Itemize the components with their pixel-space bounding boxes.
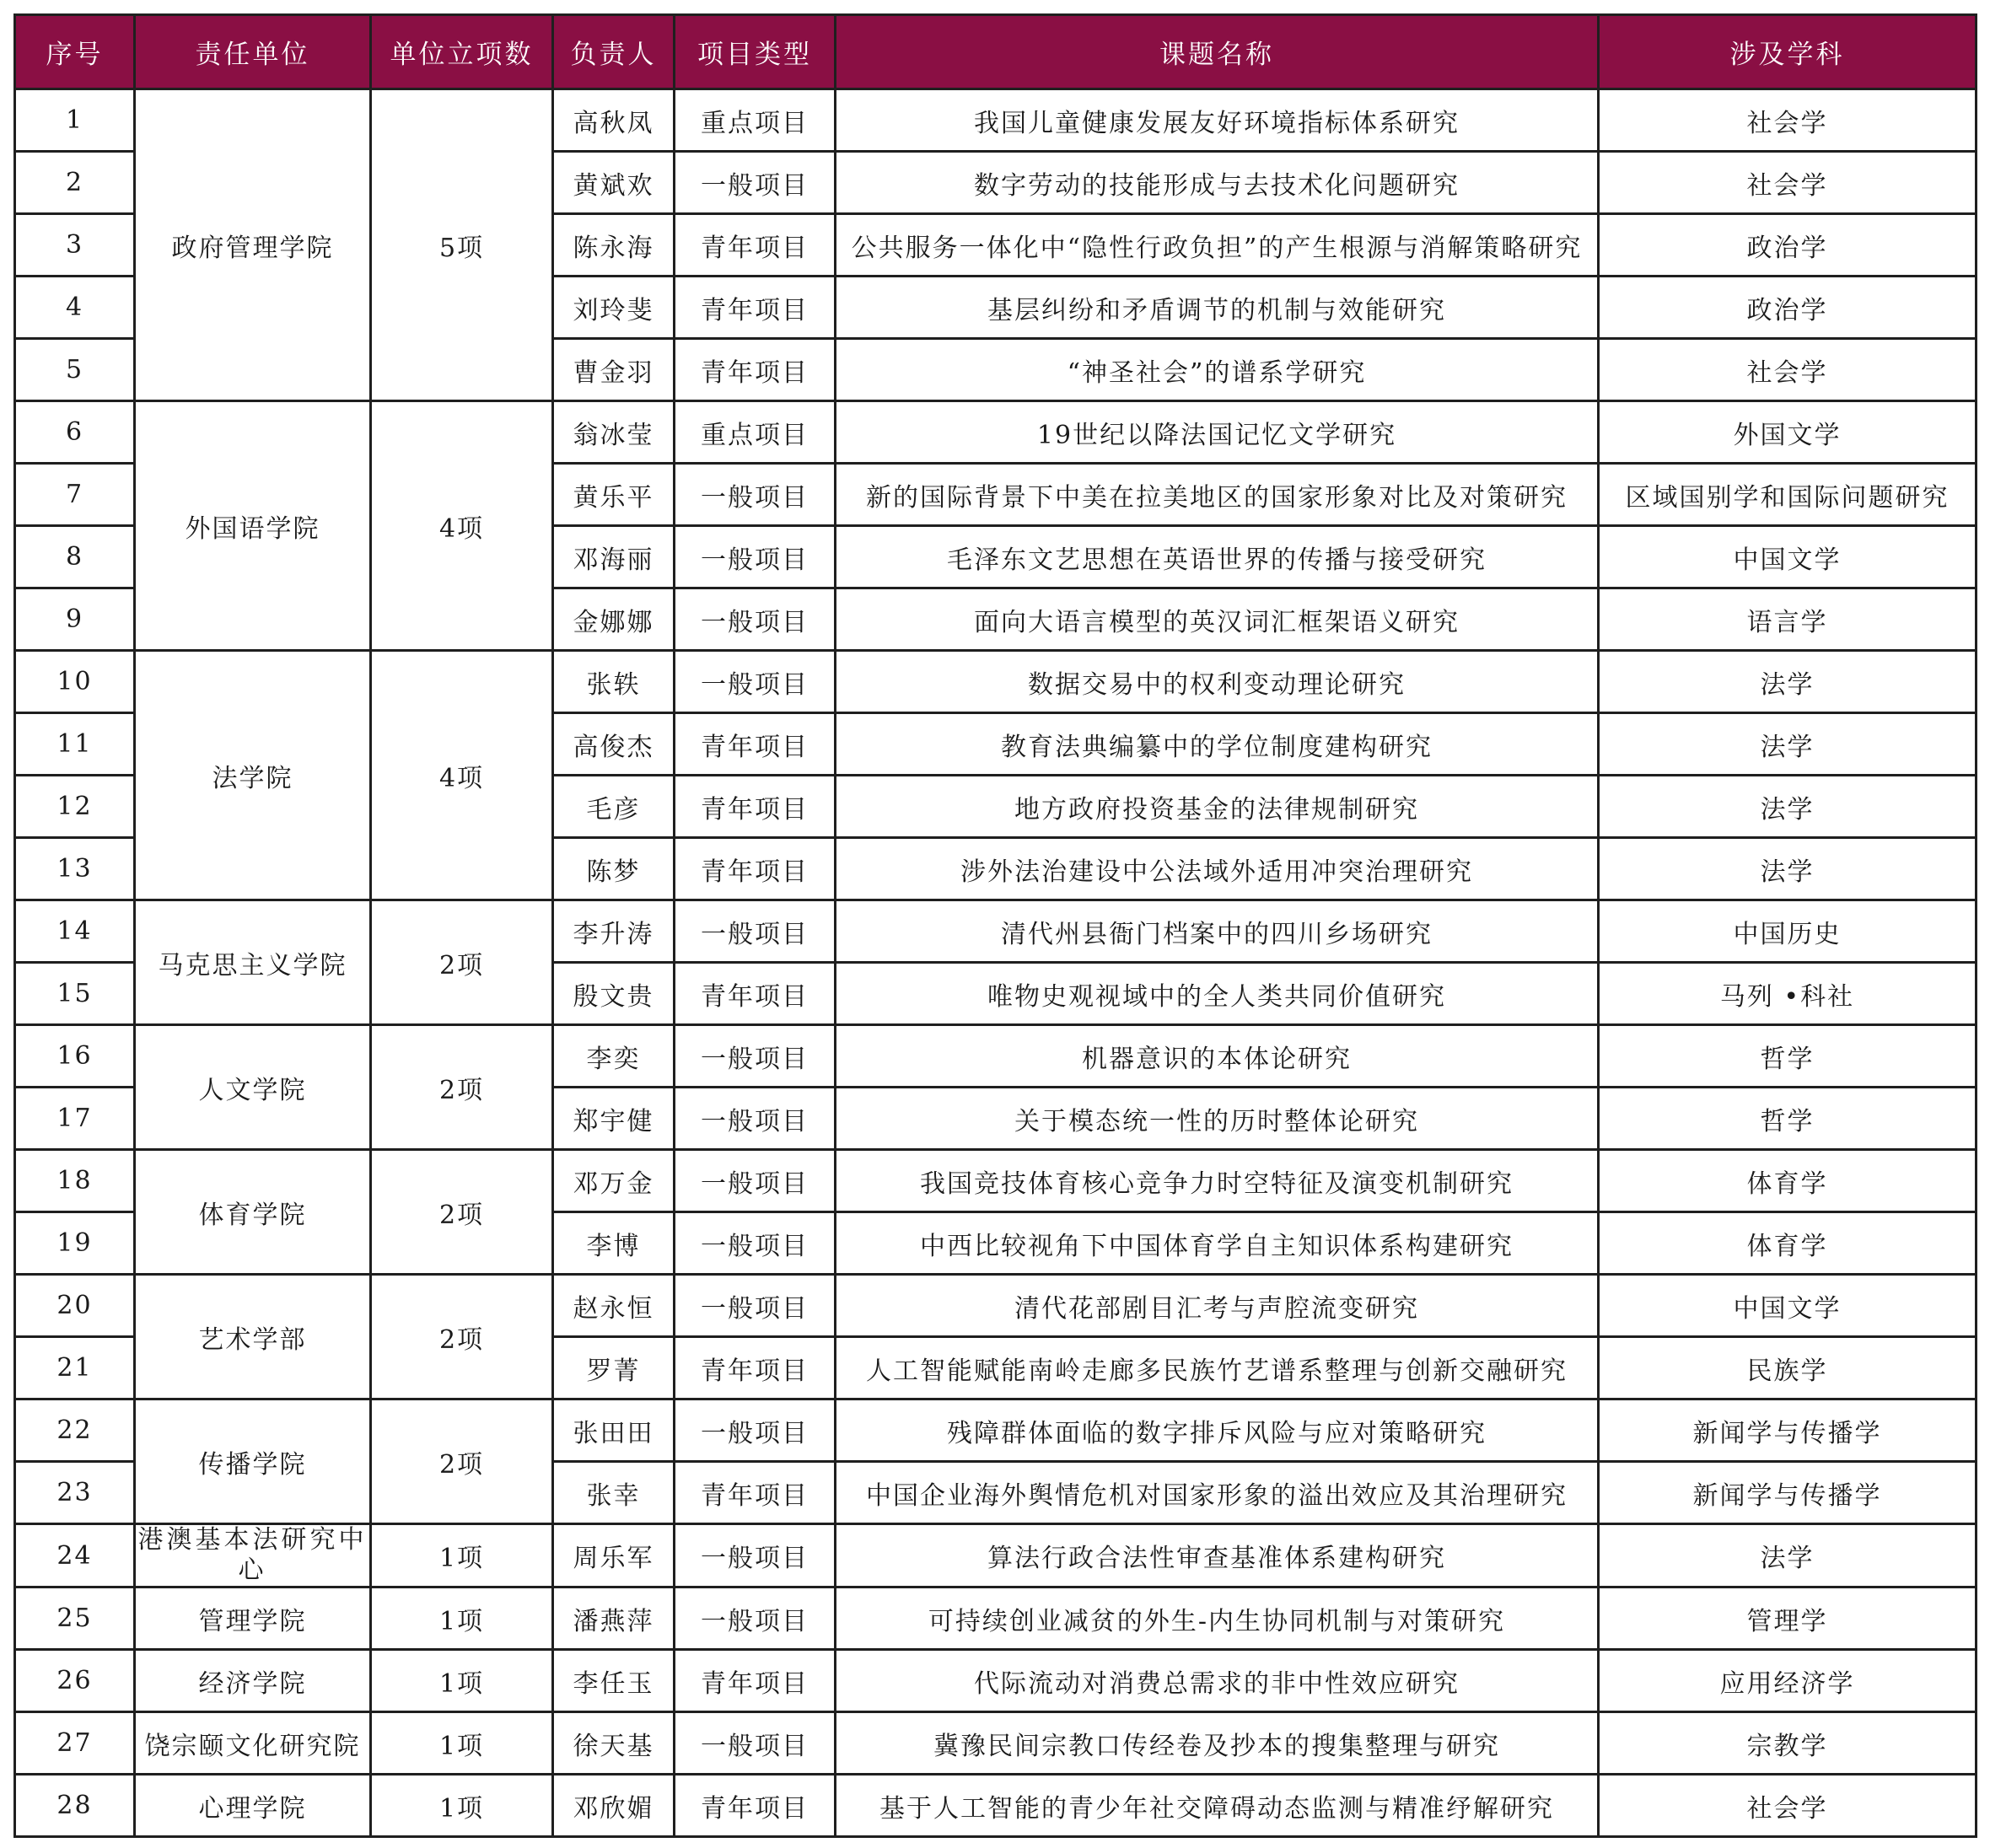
- project-type: 一般项目: [675, 1150, 836, 1212]
- row-number: 9: [15, 588, 135, 651]
- row-number: 25: [15, 1587, 135, 1650]
- table-row: [15, 900, 1977, 963]
- project-discipline: 法学: [1599, 776, 1977, 838]
- project-type: 一般项目: [675, 1088, 836, 1150]
- unit-project-count: 1项: [371, 1524, 553, 1587]
- project-title: 19世纪以降法国记忆文学研究: [836, 401, 1599, 464]
- row-number: 12: [15, 776, 135, 838]
- table-row: [15, 1025, 1977, 1088]
- header-type: 项目类型: [675, 15, 836, 89]
- project-leader: 邓海丽: [553, 526, 675, 588]
- project-discipline: 法学: [1599, 651, 1977, 713]
- project-title: 清代州县衙门档案中的四川乡场研究: [836, 900, 1599, 963]
- row-number: 27: [15, 1712, 135, 1775]
- project-discipline: 体育学: [1599, 1150, 1977, 1212]
- project-title: 中国企业海外舆情危机对国家形象的溢出效应及其治理研究: [836, 1462, 1599, 1524]
- project-leader: 高秋凤: [553, 89, 675, 152]
- project-title: 中西比较视角下中国体育学自主知识体系构建研究: [836, 1212, 1599, 1275]
- row-number: 14: [15, 900, 135, 963]
- project-title: 机器意识的本体论研究: [836, 1025, 1599, 1088]
- project-title: 算法行政合法性审查基准体系建构研究: [836, 1524, 1599, 1587]
- project-title: 基层纠纷和矛盾调节的机制与效能研究: [836, 277, 1599, 339]
- unit-name: 饶宗颐文化研究院: [135, 1712, 371, 1775]
- project-type: 一般项目: [675, 526, 836, 588]
- table-row: [15, 1399, 1977, 1462]
- project-discipline: 外国文学: [1599, 401, 1977, 464]
- row-number: 2: [15, 152, 135, 214]
- unit-name: 法学院: [135, 651, 371, 900]
- project-leader: 毛彦: [553, 776, 675, 838]
- row-number: 19: [15, 1212, 135, 1275]
- row-number: 6: [15, 401, 135, 464]
- project-leader: 李任玉: [553, 1650, 675, 1712]
- project-discipline: 社会学: [1599, 1775, 1977, 1837]
- project-discipline: 新闻学与传播学: [1599, 1462, 1977, 1524]
- row-number: 23: [15, 1462, 135, 1524]
- project-leader: 罗菁: [553, 1337, 675, 1399]
- project-leader: 陈梦: [553, 838, 675, 900]
- project-type: 青年项目: [675, 214, 836, 277]
- project-type: 一般项目: [675, 651, 836, 713]
- unit-project-count: 4项: [371, 651, 553, 900]
- project-title: 我国竞技体育核心竞争力时空特征及演变机制研究: [836, 1150, 1599, 1212]
- table-row: [15, 1275, 1977, 1337]
- unit-project-count: 1项: [371, 1587, 553, 1650]
- table-row: [15, 1587, 1977, 1650]
- project-discipline: 中国文学: [1599, 526, 1977, 588]
- row-number: 5: [15, 339, 135, 401]
- unit-name: 心理学院: [135, 1775, 371, 1837]
- table-row: [15, 401, 1977, 464]
- project-type: 一般项目: [675, 588, 836, 651]
- project-title: 冀豫民间宗教口传经卷及抄本的搜集整理与研究: [836, 1712, 1599, 1775]
- project-table: [13, 13, 1977, 1838]
- project-discipline: 中国文学: [1599, 1275, 1977, 1337]
- project-title: 人工智能赋能南岭走廊多民族竹艺谱系整理与创新交融研究: [836, 1337, 1599, 1399]
- unit-name: 传播学院: [135, 1399, 371, 1524]
- project-discipline: 区域国别学和国际问题研究: [1599, 464, 1977, 526]
- project-type: 重点项目: [675, 89, 836, 152]
- header-no: 序号: [15, 15, 135, 89]
- row-number: 16: [15, 1025, 135, 1088]
- unit-project-count: 4项: [371, 401, 553, 651]
- project-title: 涉外法治建设中公法域外适用冲突治理研究: [836, 838, 1599, 900]
- table-row: [15, 1775, 1977, 1837]
- project-leader: 李奕: [553, 1025, 675, 1088]
- project-title: “神圣社会”的谱系学研究: [836, 339, 1599, 401]
- unit-project-count: 2项: [371, 1150, 553, 1275]
- project-discipline: 政治学: [1599, 214, 1977, 277]
- project-title: 可持续创业减贫的外生-内生协同机制与对策研究: [836, 1587, 1599, 1650]
- project-title: 公共服务一体化中“隐性行政负担”的产生根源与消解策略研究: [836, 214, 1599, 277]
- project-type: 一般项目: [675, 1212, 836, 1275]
- row-number: 15: [15, 963, 135, 1025]
- project-leader: 郑宇健: [553, 1088, 675, 1150]
- row-number: 26: [15, 1650, 135, 1712]
- row-number: 11: [15, 713, 135, 776]
- row-number: 18: [15, 1150, 135, 1212]
- project-type: 青年项目: [675, 713, 836, 776]
- project-title: 地方政府投资基金的法律规制研究: [836, 776, 1599, 838]
- table-row: [15, 1650, 1977, 1712]
- unit-project-count: 1项: [371, 1775, 553, 1837]
- project-leader: 黄斌欢: [553, 152, 675, 214]
- row-number: 22: [15, 1399, 135, 1462]
- project-title: 数字劳动的技能形成与去技术化问题研究: [836, 152, 1599, 214]
- project-leader: 李升涛: [553, 900, 675, 963]
- row-number: 1: [15, 89, 135, 152]
- header-unit: 责任单位: [135, 15, 371, 89]
- project-type: 一般项目: [675, 1712, 836, 1775]
- project-title: 教育法典编纂中的学位制度建构研究: [836, 713, 1599, 776]
- project-type: 青年项目: [675, 277, 836, 339]
- project-type: 青年项目: [675, 1337, 836, 1399]
- project-type: 青年项目: [675, 339, 836, 401]
- project-type: 一般项目: [675, 1524, 836, 1587]
- project-discipline: 法学: [1599, 838, 1977, 900]
- unit-name: 体育学院: [135, 1150, 371, 1275]
- project-leader: 陈永海: [553, 214, 675, 277]
- project-leader: 张幸: [553, 1462, 675, 1524]
- project-discipline: 宗教学: [1599, 1712, 1977, 1775]
- header-count: 单位立项数: [371, 15, 553, 89]
- unit-project-count: 2项: [371, 1025, 553, 1150]
- project-leader: 翁冰莹: [553, 401, 675, 464]
- table-row: [15, 1712, 1977, 1775]
- project-type: 一般项目: [675, 900, 836, 963]
- project-leader: 邓万金: [553, 1150, 675, 1212]
- project-type: 青年项目: [675, 1462, 836, 1524]
- row-number: 28: [15, 1775, 135, 1837]
- project-leader: 李博: [553, 1212, 675, 1275]
- project-leader: 徐天基: [553, 1712, 675, 1775]
- project-type: 青年项目: [675, 776, 836, 838]
- project-title: 残障群体面临的数字排斥风险与应对策略研究: [836, 1399, 1599, 1462]
- unit-project-count: 2项: [371, 900, 553, 1025]
- row-number: 21: [15, 1337, 135, 1399]
- project-type: 重点项目: [675, 401, 836, 464]
- header-title: 课题名称: [836, 15, 1599, 89]
- project-discipline: 民族学: [1599, 1337, 1977, 1399]
- project-leader: 张田田: [553, 1399, 675, 1462]
- project-discipline: 马列 •科社: [1599, 963, 1977, 1025]
- row-number: 20: [15, 1275, 135, 1337]
- unit-name: 港澳基本法研究中心: [135, 1524, 371, 1587]
- project-leader: 赵永恒: [553, 1275, 675, 1337]
- project-leader: 邓欣媚: [553, 1775, 675, 1837]
- project-discipline: 哲学: [1599, 1088, 1977, 1150]
- unit-project-count: 2项: [371, 1275, 553, 1399]
- table-row: [15, 89, 1977, 152]
- header-row: [15, 15, 1977, 89]
- project-discipline: 哲学: [1599, 1025, 1977, 1088]
- project-type: 青年项目: [675, 1775, 836, 1837]
- row-number: 3: [15, 214, 135, 277]
- table-row: [15, 1150, 1977, 1212]
- table-body: [15, 89, 1977, 1837]
- project-title: 清代花部剧目汇考与声腔流变研究: [836, 1275, 1599, 1337]
- project-leader: 张轶: [553, 651, 675, 713]
- table-header: [15, 15, 1977, 89]
- project-title: 基于人工智能的青少年社交障碍动态监测与精准纾解研究: [836, 1775, 1599, 1837]
- project-discipline: 政治学: [1599, 277, 1977, 339]
- project-leader: 曹金羽: [553, 339, 675, 401]
- project-type: 一般项目: [675, 152, 836, 214]
- header-discipline: 涉及学科: [1599, 15, 1977, 89]
- project-discipline: 管理学: [1599, 1587, 1977, 1650]
- row-number: 24: [15, 1524, 135, 1587]
- project-discipline: 社会学: [1599, 152, 1977, 214]
- row-number: 17: [15, 1088, 135, 1150]
- project-type: 一般项目: [675, 1025, 836, 1088]
- project-type: 青年项目: [675, 963, 836, 1025]
- project-type: 一般项目: [675, 1399, 836, 1462]
- project-title: 关于模态统一性的历时整体论研究: [836, 1088, 1599, 1150]
- project-title: 数据交易中的权利变动理论研究: [836, 651, 1599, 713]
- project-leader: 金娜娜: [553, 588, 675, 651]
- project-type: 青年项目: [675, 838, 836, 900]
- unit-project-count: 1项: [371, 1712, 553, 1775]
- project-leader: 高俊杰: [553, 713, 675, 776]
- project-title: 新的国际背景下中美在拉美地区的国家形象对比及对策研究: [836, 464, 1599, 526]
- project-title: 代际流动对消费总需求的非中性效应研究: [836, 1650, 1599, 1712]
- project-title: 我国儿童健康发展友好环境指标体系研究: [836, 89, 1599, 152]
- unit-name: 经济学院: [135, 1650, 371, 1712]
- row-number: 13: [15, 838, 135, 900]
- row-number: 8: [15, 526, 135, 588]
- project-discipline: 语言学: [1599, 588, 1977, 651]
- row-number: 7: [15, 464, 135, 526]
- project-discipline: 社会学: [1599, 339, 1977, 401]
- project-type: 一般项目: [675, 1587, 836, 1650]
- project-discipline: 应用经济学: [1599, 1650, 1977, 1712]
- table-row: [15, 651, 1977, 713]
- project-type: 青年项目: [675, 1650, 836, 1712]
- project-leader: 潘燕萍: [553, 1587, 675, 1650]
- project-discipline: 社会学: [1599, 89, 1977, 152]
- project-discipline: 法学: [1599, 713, 1977, 776]
- unit-project-count: 1项: [371, 1650, 553, 1712]
- unit-project-count: 5项: [371, 89, 553, 401]
- project-leader: 黄乐平: [553, 464, 675, 526]
- unit-name: 艺术学部: [135, 1275, 371, 1399]
- project-type: 一般项目: [675, 464, 836, 526]
- project-title: 唯物史观视域中的全人类共同价值研究: [836, 963, 1599, 1025]
- project-discipline: 体育学: [1599, 1212, 1977, 1275]
- project-title: 面向大语言模型的英汉词汇框架语义研究: [836, 588, 1599, 651]
- unit-name: 外国语学院: [135, 401, 371, 651]
- project-leader: 周乐军: [553, 1524, 675, 1587]
- unit-name: 政府管理学院: [135, 89, 371, 401]
- row-number: 10: [15, 651, 135, 713]
- project-discipline: 法学: [1599, 1524, 1977, 1587]
- project-type: 一般项目: [675, 1275, 836, 1337]
- row-number: 4: [15, 277, 135, 339]
- project-leader: 刘玲斐: [553, 277, 675, 339]
- header-leader: 负责人: [553, 15, 675, 89]
- unit-name: 人文学院: [135, 1025, 371, 1150]
- project-leader: 殷文贵: [553, 963, 675, 1025]
- unit-project-count: 2项: [371, 1399, 553, 1524]
- unit-name: 管理学院: [135, 1587, 371, 1650]
- table-row: [15, 1524, 1977, 1587]
- project-discipline: 中国历史: [1599, 900, 1977, 963]
- project-discipline: 新闻学与传播学: [1599, 1399, 1977, 1462]
- unit-name: 马克思主义学院: [135, 900, 371, 1025]
- project-title: 毛泽东文艺思想在英语世界的传播与接受研究: [836, 526, 1599, 588]
